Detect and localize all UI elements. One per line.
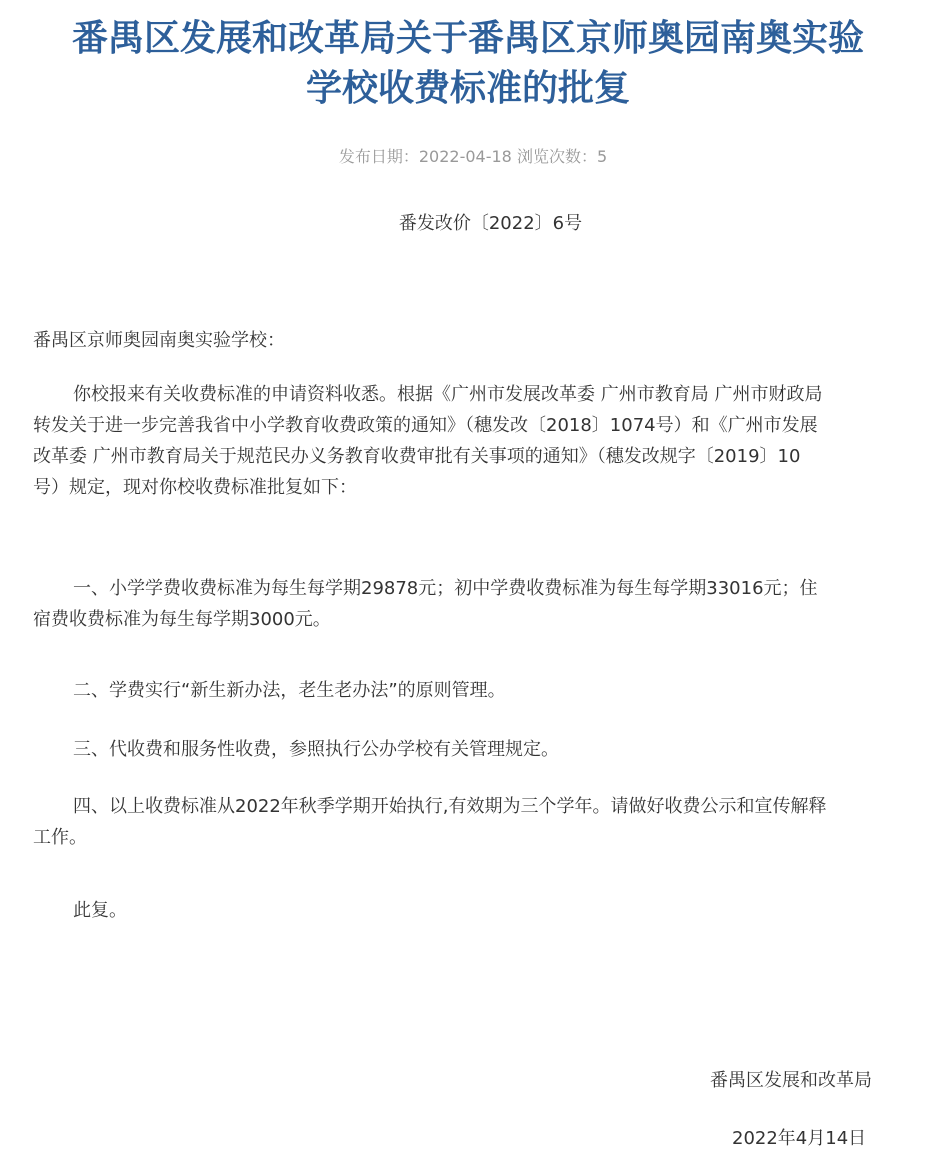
- paragraph-1: [33, 379, 908, 503]
- paragraph-2-line-1: 一、小学学费收费标准为每生每学期29878元；初中学费收费标准为每生每学期33016元；住: [73, 578, 818, 599]
- paragraph-2-line-2: 宿费收费标准为每生每学期3000元。: [33, 609, 331, 630]
- paragraph-4: 三、代收费和服务性收费，参照执行公办学校有关管理规定。: [73, 739, 559, 760]
- paragraph-1-line-4: 号）规定，现对你校收费标准批复如下：: [33, 477, 357, 498]
- views-label: 浏览次数：: [516, 147, 597, 166]
- paragraph-5: [33, 791, 908, 853]
- title-line-1: 番禺区发展和改革局关于番禺区京师奥园南奥实验: [71, 18, 864, 59]
- publish-date-label: 发布日期：: [338, 147, 419, 166]
- views-count-value: 5: [596, 147, 608, 166]
- paragraph-5-line-2: 工作。: [33, 827, 87, 848]
- title-line-2: 学校收费标准的批复: [305, 68, 630, 109]
- paragraph-2: [33, 573, 908, 635]
- paragraph-3: 二、学费实行“新生新办法，老生老办法”的原则管理。: [73, 680, 506, 701]
- closing-remark: 此复。: [73, 900, 127, 921]
- paragraph-5-line-1: 四、以上收费标准从2022年秋季学期开始执行,有效期为三个学年。请做好收费公示和宣传解释: [73, 796, 827, 817]
- signature-organization: 番禺区发展和改革局: [710, 1070, 872, 1091]
- paragraph-1-line-1: 你校报来有关收费标准的申请资料收悉。根据《广州市发展改革委 广州市教育局 广州市财政局: [73, 384, 823, 405]
- document-number: 番发改价〔2022〕6号: [398, 213, 583, 234]
- page-title: [20, 14, 916, 114]
- paragraph-1-line-3: 改革委 广州市教育局关于规范民办义务教育收费审批有关事项的通知》（穗发改规字〔2019〕10: [33, 446, 801, 467]
- salutation: 番禺区京师奥园南奥实验学校：: [33, 330, 285, 351]
- publish-date-value: 2022-04-18: [418, 147, 512, 166]
- article-meta: [0, 146, 936, 168]
- paragraph-1-line-2: 转发关于进一步完善我省中小学教育收费政策的通知》（穗发改〔2018〕1074号）和《广州市发展: [33, 415, 818, 436]
- signature-date: 2022年4月14日: [732, 1128, 867, 1149]
